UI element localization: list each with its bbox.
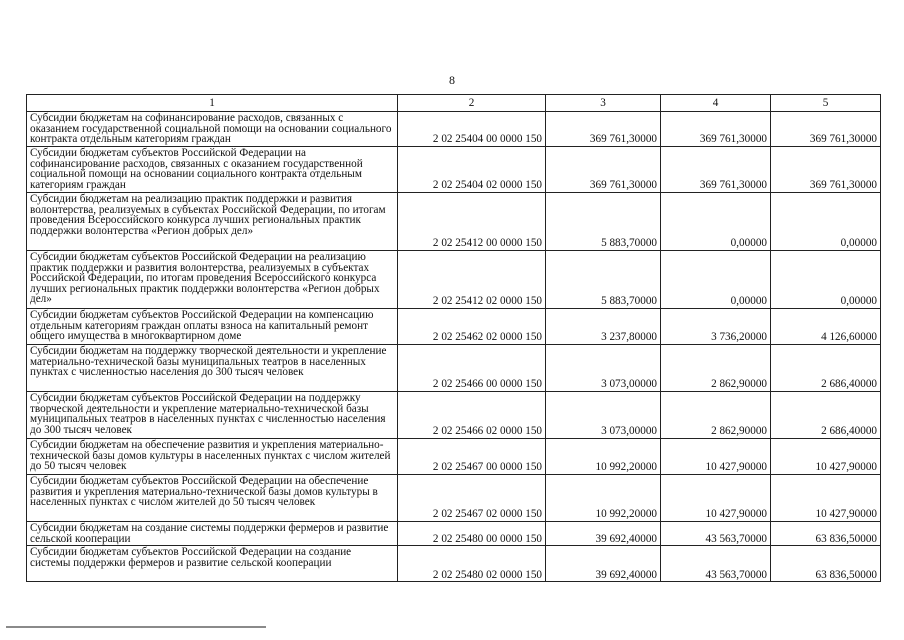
- row-code: 2 02 25467 02 0000 150: [398, 475, 546, 522]
- row-code: 2 02 25467 00 0000 150: [398, 439, 546, 475]
- column-header-year-1: 3: [546, 95, 661, 112]
- row-name: Субсидии бюджетам на поддержку творческой деятельности и укрепление материально-технической базы муниципальных театров в населенных пунктах с численностью населения до 300 тысяч человек: [27, 345, 398, 392]
- row-name: Субсидии бюджетам на реализацию практик поддержки и развития волонтерства, реализуемых в субъектах Российской Федерации, по итогам проведения Всероссийского конкурса лучших региональных практик поддержки волонтерства «Регион добрых дел»: [27, 193, 398, 251]
- row-value-3: 4 126,60000: [771, 309, 881, 345]
- row-value-1: 39 692,40000: [546, 546, 661, 582]
- table-row: [27, 546, 881, 582]
- row-value-2: 10 427,90000: [661, 475, 771, 522]
- row-value-2: 369 761,30000: [661, 112, 771, 147]
- row-value-1: 5 883,70000: [546, 251, 661, 309]
- row-code: 2 02 25412 02 0000 150: [398, 251, 546, 309]
- row-value-1: 3 237,80000: [546, 309, 661, 345]
- row-value-1: 10 992,20000: [546, 475, 661, 522]
- row-name: Субсидии бюджетам субъектов Российской Федерации на поддержку творческой деятельности и укрепление материально-технической базы муниципальных театров в населенных пунктах с численностью населения до 300 тысяч человек: [27, 392, 398, 439]
- row-value-3: 10 427,90000: [771, 439, 881, 475]
- row-name: Субсидии бюджетам субъектов Российской Федерации на обеспечение развития и укрепления материально-технической базы домов культуры в населенных пунктах с числом жителей до 50 тысяч человек: [27, 475, 398, 522]
- row-value-1: 3 073,00000: [546, 345, 661, 392]
- row-code: 2 02 25480 00 0000 150: [398, 522, 546, 546]
- row-code: 2 02 25404 02 0000 150: [398, 147, 546, 193]
- row-value-2: 2 862,90000: [661, 345, 771, 392]
- row-value-3: 2 686,40000: [771, 345, 881, 392]
- table-row: [27, 251, 881, 309]
- column-header-name: 1: [27, 95, 398, 112]
- row-name: Субсидии бюджетам субъектов Российской Федерации на создание системы поддержки фермеров и развитие сельской кооперации: [27, 546, 398, 582]
- row-value-3: 369 761,30000: [771, 112, 881, 147]
- row-code: 2 02 25466 02 0000 150: [398, 392, 546, 439]
- row-name: Субсидии бюджетам на софинансирование расходов, связанных с оказанием государственной социальной помощи на основании социального контракта отдельным категориям граждан: [27, 112, 398, 147]
- row-value-1: 3 073,00000: [546, 392, 661, 439]
- row-value-3: 0,00000: [771, 251, 881, 309]
- row-value-1: 10 992,20000: [546, 439, 661, 475]
- row-value-2: 43 563,70000: [661, 522, 771, 546]
- row-value-2: 43 563,70000: [661, 546, 771, 582]
- row-code: 2 02 25462 02 0000 150: [398, 309, 546, 345]
- row-value-2: 2 862,90000: [661, 392, 771, 439]
- row-value-1: 369 761,30000: [546, 147, 661, 193]
- table-row: [27, 475, 881, 522]
- row-value-2: 0,00000: [661, 193, 771, 251]
- budget-revenue-table: [26, 94, 881, 582]
- table-row: [27, 309, 881, 345]
- row-value-1: 369 761,30000: [546, 112, 661, 147]
- table-row: [27, 345, 881, 392]
- table-row: [27, 193, 881, 251]
- table-row: [27, 439, 881, 475]
- table-row: [27, 112, 881, 147]
- row-code: 2 02 25412 00 0000 150: [398, 193, 546, 251]
- row-value-2: 10 427,90000: [661, 439, 771, 475]
- row-value-3: 63 836,50000: [771, 522, 881, 546]
- row-value-2: 369 761,30000: [661, 147, 771, 193]
- page-number: 8: [449, 73, 455, 87]
- row-value-1: 39 692,40000: [546, 522, 661, 546]
- table-row: [27, 147, 881, 193]
- row-value-2: 3 736,20000: [661, 309, 771, 345]
- row-value-1: 5 883,70000: [546, 193, 661, 251]
- row-value-3: 63 836,50000: [771, 546, 881, 582]
- row-value-2: 0,00000: [661, 251, 771, 309]
- table-row: [27, 522, 881, 546]
- row-name: Субсидии бюджетам субъектов Российской Федерации на софинансирование расходов, связанных с оказанием государственной социальной помощи на основании социального контракта отдельным категориям граждан: [27, 147, 398, 193]
- column-header-code: 2: [398, 95, 546, 112]
- row-name: Субсидии бюджетам на обеспечение развития и укрепления материально-технической базы домов культуры в населенных пунктах с числом жителей до 50 тысяч человек: [27, 439, 398, 475]
- column-header-year-3: 5: [771, 95, 881, 112]
- row-name: Субсидии бюджетам субъектов Российской Федерации на компенсацию отдельным категориям граждан оплаты взноса на капитальный ремонт общего имущества в многоквартирном доме: [27, 309, 398, 345]
- row-value-3: 10 427,90000: [771, 475, 881, 522]
- row-value-3: 0,00000: [771, 193, 881, 251]
- table-header-row: [27, 95, 881, 112]
- row-code: 2 02 25404 00 0000 150: [398, 112, 546, 147]
- row-value-3: 369 761,30000: [771, 147, 881, 193]
- row-name: Субсидии бюджетам на создание системы поддержки фермеров и развитие сельской кооперации: [27, 522, 398, 546]
- row-code: 2 02 25466 00 0000 150: [398, 345, 546, 392]
- row-name: Субсидии бюджетам субъектов Российской Федерации на реализацию практик поддержки и развития волонтерства, реализуемых в субъектах Российской Федерации, по итогам проведения Всероссийского конкурса лучших региональных практик поддержки волонтерства «Регион добрых дел»: [27, 251, 398, 309]
- row-value-3: 2 686,40000: [771, 392, 881, 439]
- scan-edge-line: [6, 626, 266, 628]
- column-header-year-2: 4: [661, 95, 771, 112]
- table-row: [27, 392, 881, 439]
- row-code: 2 02 25480 02 0000 150: [398, 546, 546, 582]
